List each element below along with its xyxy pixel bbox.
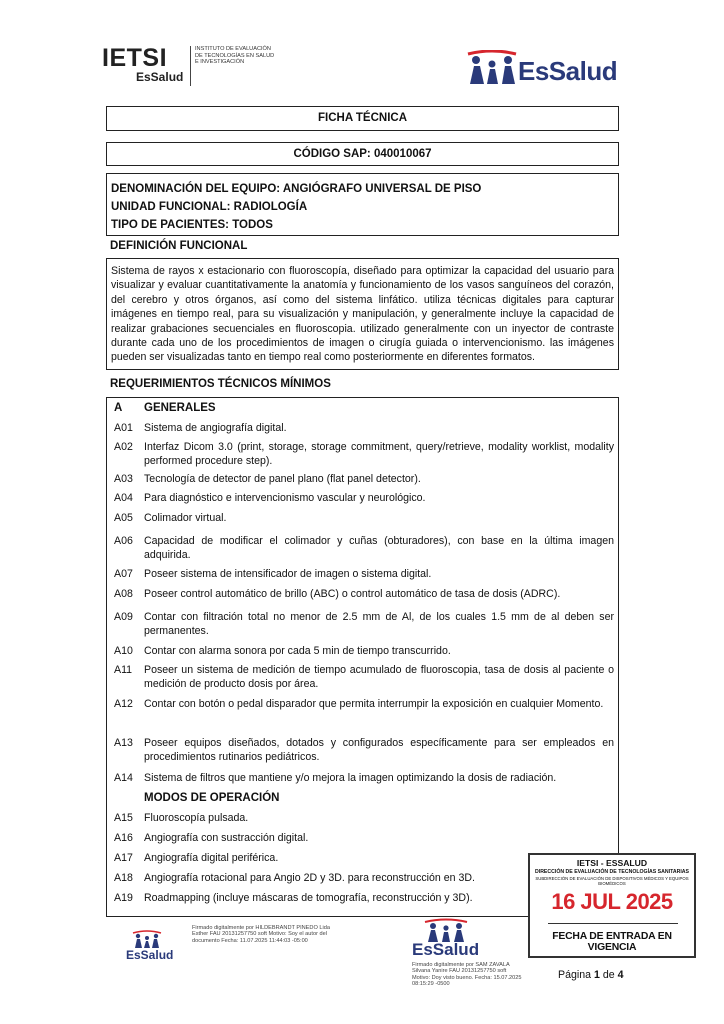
stamp-date: 16 JUL 2025 <box>551 889 673 914</box>
requirement-text: Angiografía con sustracción digital. <box>144 832 309 844</box>
family-icon <box>466 50 518 86</box>
footer-essalud-logo-center <box>412 918 492 962</box>
requirement-code: A02 <box>114 441 133 453</box>
requirement-code: A10 <box>114 645 133 657</box>
requirement-text: Fluoroscopía pulsada. <box>144 812 249 824</box>
requirement-text: Poseer sistema de intensificador de imagen o sistema digital. <box>144 568 432 580</box>
validity-stamp <box>528 853 696 958</box>
requirement-code: A04 <box>114 492 133 504</box>
requirement-text: Poseer un sistema de medición de tiempo acumulado de fluoroscopia, tasa de dosis al paciente o medición de producto dosis por área. <box>144 664 614 690</box>
requirement-text: MODOS DE OPERACIÓN <box>144 792 280 804</box>
requirement-code: A11 <box>114 664 133 676</box>
requirement-code: A05 <box>114 512 133 524</box>
page-of: de <box>602 969 615 981</box>
ietsi-logo-sub: EsSalud <box>136 70 184 84</box>
requirement-code: A09 <box>114 611 133 623</box>
page-current: 1 <box>593 969 600 981</box>
page-number <box>558 969 623 981</box>
requirement-code: A17 <box>114 852 133 864</box>
definition-text: Sistema de rayos x estacionario con fluoroscopía, diseñado para optimizar la capacidad del usuario para visualizar y evaluar cuantitativamente la anatomía y funcionamiento de los vasos sanguíneos del corazón, del cerebro y otros órganos, así como del sistema linfático. utiliza técnicas digitales para capturar imágenes en tiempo real, para su visualización y manipulación, y generalmente incluye la capacidad de realizar grabaciones secuenciales en fluoroscopia. utilizado generalmente con un inyector de contraste durante cada uno de los procedimientos de imagen o cirugía guiada o intervencionismo. las imágenes pueden ser visualizadas tanto en tiempo real como posteriormente en diferentes formatos. <box>106 258 619 370</box>
requirement-code: A03 <box>114 473 133 485</box>
requirement-code: A13 <box>114 737 133 749</box>
requirement-code: A07 <box>114 568 133 580</box>
requirement-text: Capacidad de modificar el colimador y cuñas (obturadores), con base en la última imagen adquirida. <box>144 535 614 561</box>
requirement-code: A14 <box>114 772 133 784</box>
requirement-text: Colimador virtual. <box>144 512 227 524</box>
requirement-text: Interfaz Dicom 3.0 (print, storage, storage commitment, query/retrieve, modality worklist, modality performed procedure step). <box>144 441 614 467</box>
sap-code: CÓDIGO SAP: 040010067 <box>106 142 619 166</box>
ietsi-logo <box>102 44 275 88</box>
requirement-text: Poseer control automático de brillo (ABC) o control automático de tasa de dosis (ADRC). <box>144 588 561 600</box>
document-title: FICHA TÉCNICA <box>106 106 619 131</box>
equipment-box <box>106 173 619 236</box>
requirements-title: REQUERIMIENTOS TÉCNICOS MÍNIMOS <box>110 378 331 390</box>
requirement-text: Para diagnóstico e intervencionismo vascular y neurológico. <box>144 492 426 504</box>
stamp-org: IETSI - ESSALUD <box>576 858 648 868</box>
requirement-text: Angiografía digital periférica. <box>144 852 279 864</box>
requirement-code: A19 <box>114 892 133 904</box>
footer-essalud-logo-left <box>126 930 174 966</box>
digital-signature-1: Firmado digitalmente por HILDEBRANDT PINEDO Lida Esther FAU 20131257750 soft Motivo: Soy el autor del documento Fecha: 11.07.2025 11:44:03 -05:00 <box>192 925 330 944</box>
requirement-text: Sistema de filtros que mantiene y/o mejora la imagen optimizando la dosis de radiación. <box>144 772 557 784</box>
requirement-text: Contar con filtración total no menor de 2.5 mm de Al, de los cuales 1.5 mm de al deben ser permanentes. <box>144 611 614 637</box>
requirement-code: A12 <box>114 698 133 710</box>
ietsi-logo-word: IETSI <box>102 44 168 72</box>
stamp-subdirection: SUBDIRECCIÓN DE EVALUACIÓN DE DISPOSITIVOS MÉDICOS Y EQUIPOS BIOMÉDICOS <box>535 876 689 886</box>
footer-logo-word-left: EsSalud <box>126 948 174 962</box>
requirements-table <box>106 397 619 917</box>
definition-title: DEFINICIÓN FUNCIONAL <box>110 240 248 252</box>
ietsi-logo-divider <box>190 46 191 86</box>
requirement-text: Angiografía rotacional para Angio 2D y 3D. para reconstrucción en 3D. <box>144 872 475 884</box>
requirement-code: A01 <box>114 422 133 434</box>
stamp-label: FECHA DE ENTRADA EN VIGENCIA <box>552 931 672 953</box>
stamp-divider <box>548 923 678 924</box>
requirement-text: Contar con botón o pedal disparador que permita interrumpir la exposición en cualquier Momento. <box>144 698 604 710</box>
patient-type: TIPO DE PACIENTES: TODOS <box>111 219 273 231</box>
digital-signature-2: Firmado digitalmente por SAM ZAVALA Silvana Yanire FAU 20131257750 soft Motivo: Doy visto bueno. Fecha: 15.07.2025 08:15:29 -0500 <box>412 962 522 988</box>
requirement-code: A15 <box>114 812 133 824</box>
equipment-name: DENOMINACIÓN DEL EQUIPO: ANGIÓGRAFO UNIVERSAL DE PISO <box>111 183 482 195</box>
requirement-text: Tecnología de detector de panel plano (flat panel detector). <box>144 473 421 485</box>
page-total: 4 <box>617 969 624 981</box>
family-icon <box>424 918 468 942</box>
stamp-direction: DIRECCIÓN DE EVALUACIÓN DE TECNOLOGÍAS SANITARIAS <box>535 869 689 875</box>
functional-unit: UNIDAD FUNCIONAL: RADIOLOGÍA <box>111 201 308 213</box>
requirement-code: A16 <box>114 832 133 844</box>
requirement-text: Sistema de angiografía digital. <box>144 422 287 434</box>
ietsi-logo-desc: INSTITUTO DE EVALUACIÓN DE TECNOLOGÍAS EN SALUD E INVESTIGACIÓN <box>195 46 275 66</box>
essalud-logo-word: EsSalud <box>518 56 618 86</box>
requirement-code: A06 <box>114 535 133 547</box>
family-icon <box>132 930 162 948</box>
requirement-text: GENERALES <box>144 402 216 414</box>
requirement-code: A <box>114 402 123 414</box>
requirement-code: A18 <box>114 872 133 884</box>
page-prefix: Página <box>558 969 591 981</box>
requirement-text: Contar con alarma sonora por cada 5 min de tiempo transcurrido. <box>144 645 451 657</box>
footer-logo-word-center: EsSalud <box>412 940 480 959</box>
requirement-text: Poseer equipos diseñados, dotados y configurados específicamente para ser empleados en procedimientos rutinarios pediátricos. <box>144 737 614 763</box>
requirement-code: A08 <box>114 588 133 600</box>
essalud-logo <box>466 48 626 88</box>
requirement-text: Roadmapping (incluye máscaras de tomografía, reconstrucción y 3D). <box>144 892 473 904</box>
